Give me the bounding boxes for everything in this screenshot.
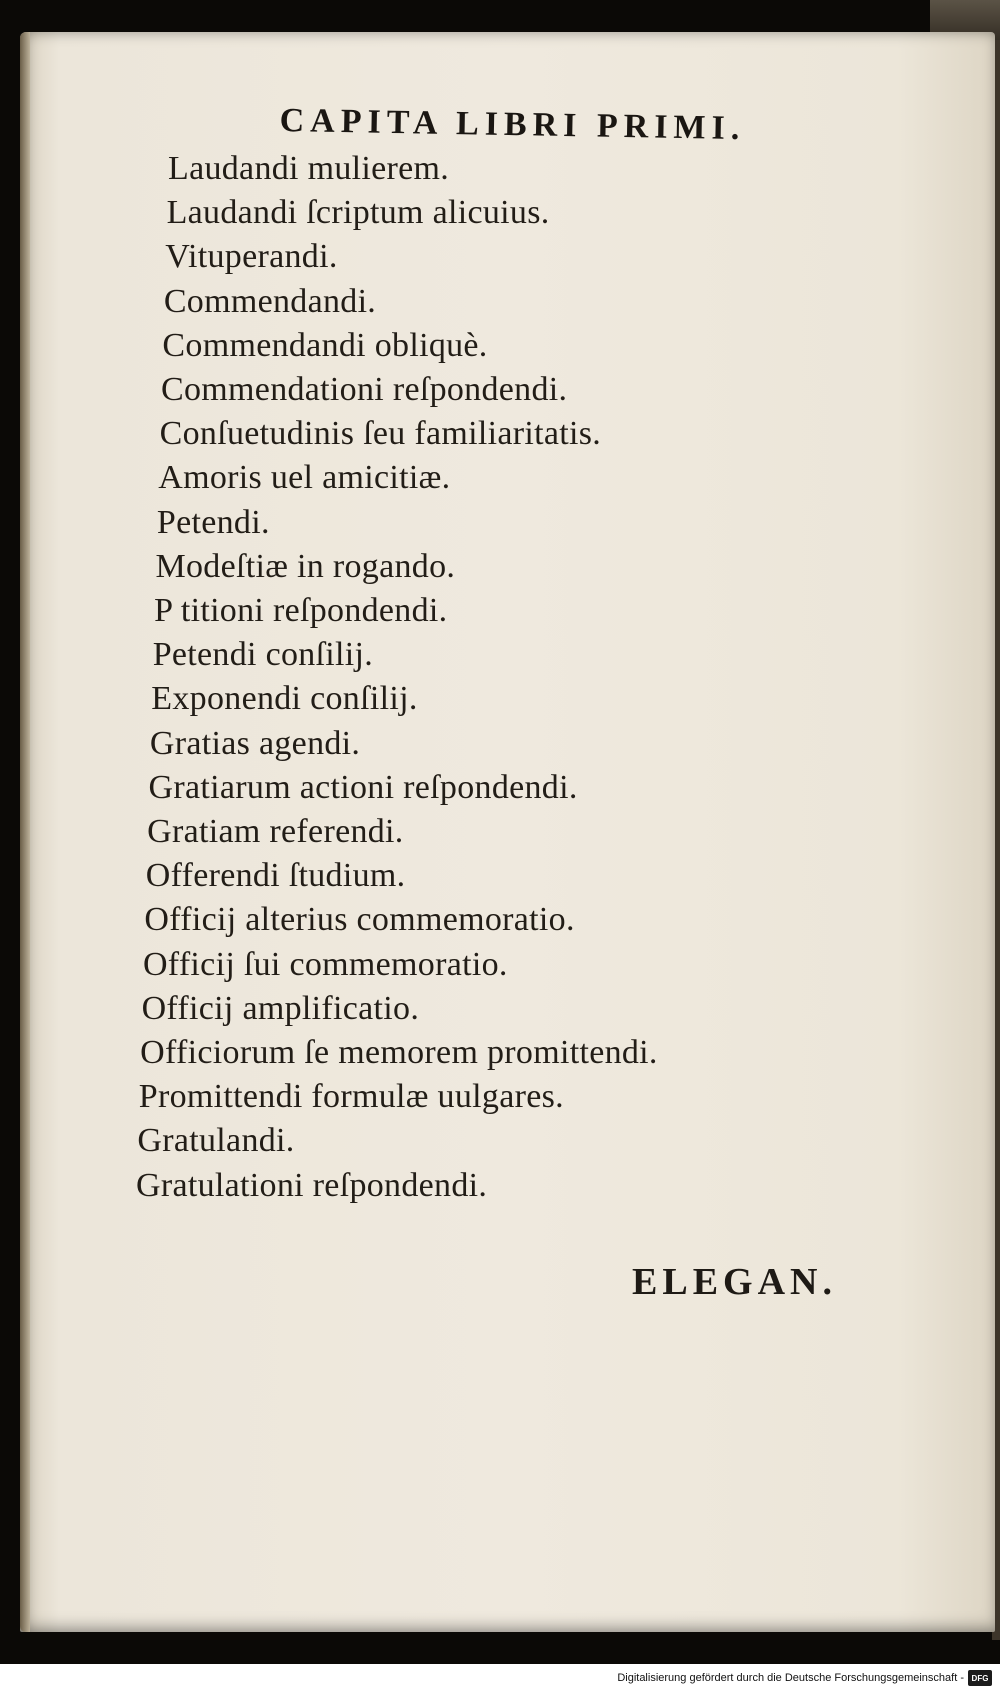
funding-credit: Digitalisierung gefördert durch die Deutsche Forschungsgemeinschaft - [617,1672,964,1684]
chapter-entry: Commendationi reſpondendi. [161,371,568,408]
chapter-entry: Officij alterius commemoratio. [144,901,575,939]
chapter-entry: Amoris uel amicitiæ. [158,459,451,497]
chapter-entry: Gratiam referendi. [147,813,404,850]
chapter-entry: Laudandi mulierem. [168,150,450,187]
chapter-entry: Gratulandi. [137,1122,295,1160]
chapter-entry: Commendandi. [163,282,377,320]
chapter-entry: Modeſtiæ in rogando. [155,547,456,585]
chapter-entry: Offerendi ſtudium. [145,857,406,895]
chapter-entry: Gratiarum actioni reſpondendi. [148,768,578,806]
chapter-entry: Exponendi conſilij. [151,680,418,718]
dfg-logo-icon: DFG [968,1670,992,1686]
chapter-entry: Laudandi ſcriptum alicuius. [166,194,550,232]
chapter-entry: P titioni reſpondendi. [154,592,448,629]
chapter-entry: Officiorum ſe memorem promittendi. [140,1034,658,1071]
page-gutter [20,32,30,1632]
page-heading: CAPITA LIBRI PRIMI. [279,102,746,148]
chapter-entry: Petendi conſilij. [152,636,374,674]
chapter-entry: Vituperandi. [165,238,338,276]
chapter-entry: Officij ſui commemoratio. [142,945,508,983]
chapter-entry: Petendi. [156,503,270,541]
chapter-entry: Conſuetudinis ſeu familiaritatis. [159,415,602,453]
chapter-entry: Commendandi obliquè. [162,326,488,364]
chapter-entry: Gratias agendi. [149,724,361,762]
chapter-entry: Officij amplificatio. [141,989,420,1027]
catchword: ELEGAN. [632,1261,837,1303]
chapter-entry: Promittendi formulæ uulgares. [138,1078,564,1116]
digitization-footer [0,1664,1000,1696]
chapter-entry: Gratulationi reſpondendi. [136,1166,488,1204]
